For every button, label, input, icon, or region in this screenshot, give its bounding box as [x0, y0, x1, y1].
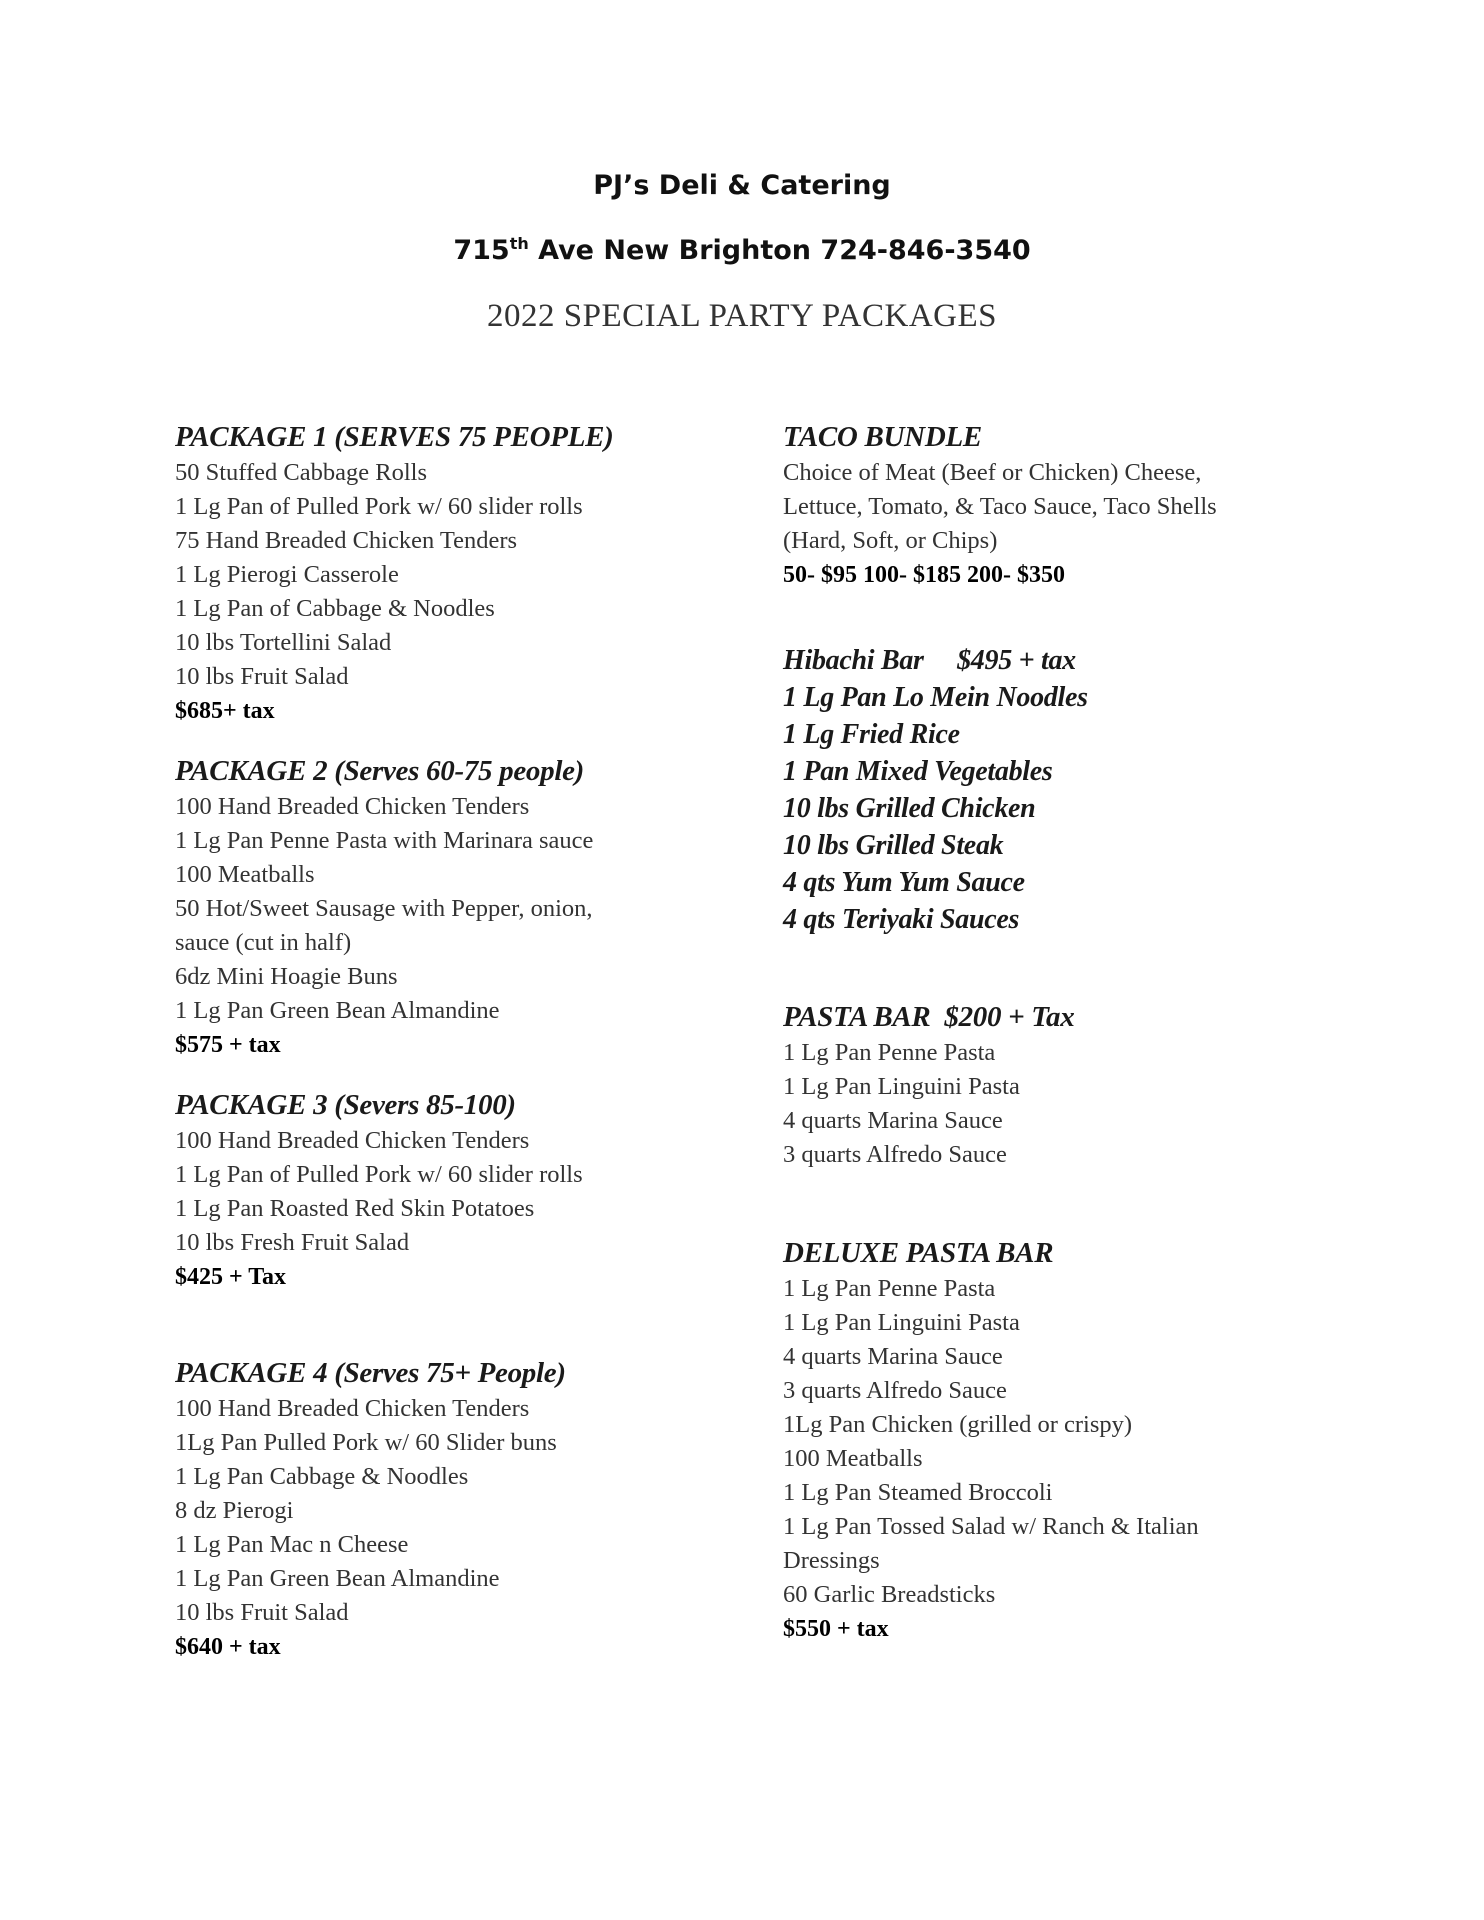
package-item: 1 Lg Pan Penne Pasta with Marinara sauce [175, 827, 594, 854]
package-item: 1 Lg Pan Green Bean Almandine [175, 1565, 500, 1592]
package-item: 4 quarts Marina Sauce [783, 1107, 1003, 1134]
package-item: 100 Hand Breaded Chicken Tenders [175, 1395, 530, 1422]
package-item: 1 Lg Pan Green Bean Almandine [175, 997, 500, 1024]
package-item: 1 Lg Pierogi Casserole [175, 561, 399, 588]
pasta-bar [783, 998, 1423, 1172]
package-item: 8 dz Pierogi [175, 1497, 294, 1524]
package-item: 1 Lg Pan Linguini Pasta [783, 1073, 1020, 1100]
right-column [783, 418, 1423, 1646]
package-2-title: PACKAGE 2 (Serves 60-75 people) [175, 755, 585, 787]
package-item: 1 Lg Pan Penne Pasta [783, 1275, 996, 1302]
deluxe-pasta-bar-title: DELUXE PASTA BAR [783, 1237, 1054, 1269]
package-4-price: $640 + tax [175, 1634, 281, 1660]
package-item: 1 Lg Pan Tossed Salad w/ Ranch & Italian [783, 1513, 1199, 1540]
package-1 [175, 418, 775, 728]
package-item: 4 quarts Marina Sauce [783, 1343, 1003, 1370]
package-item: 10 lbs Fresh Fruit Salad [175, 1229, 410, 1256]
package-item: 1 Lg Fried Rice [783, 719, 960, 750]
address-ordinal: th [509, 234, 529, 253]
package-item: 50 Hot/Sweet Sausage with Pepper, onion, [175, 895, 593, 922]
page-subtitle: 2022 SPECIAL PARTY PACKAGES [487, 298, 997, 334]
package-2 [175, 752, 775, 1062]
package-item: (Hard, Soft, or Chips) [783, 527, 998, 554]
package-item: 6dz Mini Hoagie Buns [175, 963, 398, 990]
hibachi-bar-title: Hibachi Bar $495 + tax [783, 645, 1076, 676]
package-4-title: PACKAGE 4 (Serves 75+ People) [175, 1357, 566, 1389]
package-item: 100 Meatballs [783, 1445, 923, 1472]
package-item: 4 qts Teriyaki Sauces [783, 904, 1020, 935]
package-item: 1 Pan Mixed Vegetables [783, 756, 1053, 787]
package-item: 10 lbs Grilled Chicken [783, 793, 1036, 824]
package-4 [175, 1354, 775, 1664]
package-1-title: PACKAGE 1 (SERVES 75 PEOPLE) [175, 421, 614, 453]
package-item: 100 Hand Breaded Chicken Tenders [175, 1127, 530, 1154]
hibachi-bar [783, 642, 1423, 938]
package-item: 1 Lg Pan of Pulled Pork w/ 60 slider rolls [175, 493, 583, 520]
package-item: Dressings [783, 1547, 880, 1574]
business-name: PJ’s Deli & Catering [593, 170, 891, 201]
package-item: 75 Hand Breaded Chicken Tenders [175, 527, 518, 554]
deluxe-pasta-bar [783, 1234, 1423, 1646]
package-item: 10 lbs Fruit Salad [175, 663, 349, 690]
package-item: 1 Lg Pan Mac n Cheese [175, 1531, 409, 1558]
package-item: sauce (cut in half) [175, 929, 352, 956]
package-item: 1 Lg Pan Linguini Pasta [783, 1309, 1020, 1336]
package-item: 3 quarts Alfredo Sauce [783, 1141, 1007, 1168]
package-item: 1 Lg Pan of Cabbage & Noodles [175, 595, 495, 622]
package-item: Lettuce, Tomato, & Taco Sauce, Taco Shells [783, 493, 1217, 520]
package-item: Choice of Meat (Beef or Chicken) Cheese, [783, 459, 1202, 486]
package-item: 1 Lg Pan Roasted Red Skin Potatoes [175, 1195, 535, 1222]
taco-bundle-price: 50- $95 100- $185 200- $350 [783, 562, 1065, 588]
package-item: 1 Lg Pan Penne Pasta [783, 1039, 996, 1066]
package-item: 100 Meatballs [175, 861, 315, 888]
package-item: 1 Lg Pan of Pulled Pork w/ 60 slider rolls [175, 1161, 583, 1188]
business-address [0, 235, 1484, 266]
package-1-price: $685+ tax [175, 698, 275, 724]
package-item: 100 Hand Breaded Chicken Tenders [175, 793, 530, 820]
package-item: 10 lbs Grilled Steak [783, 830, 1004, 861]
package-item: 4 qts Yum Yum Sauce [783, 867, 1025, 898]
package-2-price: $575 + tax [175, 1032, 281, 1058]
taco-bundle [783, 418, 1423, 592]
package-item: 1 Lg Pan Steamed Broccoli [783, 1479, 1053, 1506]
package-item: 1Lg Pan Chicken (grilled or crispy) [783, 1411, 1133, 1438]
package-item: 60 Garlic Breadsticks [783, 1581, 996, 1608]
package-3-price: $425 + Tax [175, 1264, 287, 1290]
package-item: 1Lg Pan Pulled Pork w/ 60 Slider buns [175, 1429, 557, 1456]
left-column [175, 418, 775, 1664]
package-3 [175, 1086, 775, 1294]
deluxe-pasta-bar-price: $550 + tax [783, 1616, 889, 1642]
package-3-title: PACKAGE 3 (Severs 85-100) [175, 1089, 516, 1121]
package-item: 1 Lg Pan Cabbage & Noodles [175, 1463, 469, 1490]
package-item: 1 Lg Pan Lo Mein Noodles [783, 682, 1088, 713]
package-item: 10 lbs Tortellini Salad [175, 629, 392, 656]
package-item: 3 quarts Alfredo Sauce [783, 1377, 1007, 1404]
package-item: 50 Stuffed Cabbage Rolls [175, 459, 428, 486]
address-rest: Ave New Brighton 724-846-3540 [528, 235, 1031, 266]
package-item: 10 lbs Fruit Salad [175, 1599, 349, 1626]
pasta-bar-title: PASTA BAR $200 + Tax [783, 1001, 1075, 1033]
taco-bundle-title: TACO BUNDLE [783, 421, 982, 453]
address-number: 715 [453, 235, 510, 266]
